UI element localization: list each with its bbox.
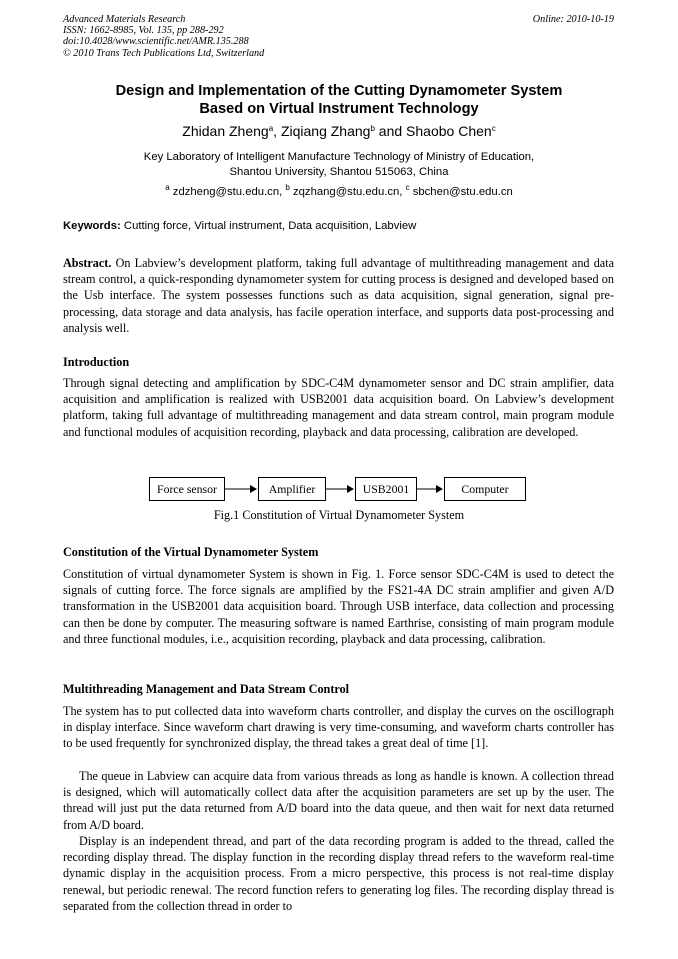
introduction-heading: Introduction [63, 355, 130, 369]
usb2001-block: USB2001 [355, 477, 417, 501]
arrow-icon [417, 483, 443, 495]
introduction-paragraph: Through signal detecting and amplification by SDC-C4M dynamometer sensor and DC strain amplifier, data acquisition and amplification is realized with USB2001 data acquisition board. On Labview’s development platform, taking full advantage of multithreading management and data stream control, main program module and functional modules of acquisition recording, playback and data processing, calibration are developed. [63, 376, 614, 439]
affiliation-line-2: Shantou University, Shantou 515063, China [229, 165, 449, 178]
email-list [63, 185, 615, 199]
email-address: sbchen@stu.edu.cn [409, 186, 513, 198]
multithreading-paragraph-1: The system has to put collected data into waveform charts controller, and display the curves on the oscillograph in display interface. Since waveform chart drawing is very time-consuming, and waveform charts controller has to be used frequently for synchronized display, the thread takes a great deal of time [1]. [63, 704, 614, 751]
constitution-paragraph: Constitution of virtual dynamometer System is shown in Fig. 1. Force sensor SDC-C4M is used to detect the signals of cutting force. The force signals are amplified by the FS21-4A DC strain amplifier and given A/D transformation in the USB2001 data acquisition board. Through USB interface, data collection and processing can then be done by computer. The measuring software is named Earthrise, consisting of main program module and three functional modules, i.e., acquisition recording, playback and data processing, calibration. [63, 567, 614, 646]
abstract-text: On Labview’s development platform, taking full advantage of multithreading management and data stream control, a quick-responding dynamometer system for cutting process is designed and developed based on the Usb interface. The system possesses functions such as data acquisition, signal generation, signal pre-processing, data storage and data analysis, has facile operation interface, and supports data post-processing and analysis well. [63, 256, 614, 335]
affiliation [63, 150, 615, 179]
journal-header [63, 14, 264, 59]
affiliation-line-1: Key Laboratory of Intelligent Manufacture Technology of Ministry of Education, [143, 151, 535, 163]
paper-title [63, 82, 615, 118]
keywords-text: Cutting force, Virtual instrument, Data acquisition, Labview [120, 220, 417, 232]
force-sensor-block: Force sensor [149, 477, 225, 501]
author-list [63, 122, 615, 140]
figure-1-caption: Fig.1 Constitution of Virtual Dynamometer System [213, 508, 465, 522]
online-date: Online: 2010-10-19 [532, 14, 614, 25]
email-mark: c [405, 183, 410, 192]
constitution-heading: Constitution of the Virtual Dynamometer System [63, 545, 319, 559]
author-name: Shaobo Chen [406, 123, 492, 139]
author-mark: a [268, 124, 274, 133]
arrow-icon [326, 483, 354, 495]
keywords-label: Keywords: [63, 220, 121, 232]
author-separator: , [273, 123, 281, 139]
figure-1-diagram [149, 477, 529, 503]
title-line-2: Based on Virtual Instrument Technology [199, 101, 479, 117]
keywords [63, 219, 615, 233]
multithreading-paragraph-3: Display is an independent thread, and part of the data recording program is added to the thread, called the recording display thread. The display function in the recording display thread refers to the waveform real-time dynamic display in the acquisition process. From a micro perspective, this process is not real-time display renewal, but periodic renewal. The record function refers to generating log files. The recording display thread is separated from the collection thread in order to [63, 834, 614, 913]
author-mark: b [370, 124, 375, 133]
title-line-1: Design and Implementation of the Cutting Dynamometer System [115, 83, 563, 99]
arrow-icon [225, 483, 257, 495]
multithreading-heading: Multithreading Management and Data Stream Control [63, 682, 350, 696]
author-mark: c [491, 124, 496, 133]
email-address: zdzheng@stu.edu.cn, [169, 186, 286, 198]
journal-name: Advanced Materials Research [63, 14, 186, 25]
email-mark: b [285, 183, 290, 192]
computer-block: Computer [444, 477, 526, 501]
author-separator: and [374, 123, 407, 139]
amplifier-block: Amplifier [258, 477, 326, 501]
author-name: Ziqiang Zhang [280, 123, 371, 139]
author-name: Zhidan Zheng [182, 123, 269, 139]
abstract-paragraph [63, 255, 614, 336]
copyright-line: © 2010 Trans Tech Publications Ltd, Switzerland [63, 47, 265, 59]
email-mark: a [165, 183, 170, 192]
email-address: zqzhang@stu.edu.cn, [289, 186, 406, 198]
multithreading-paragraph-2: The queue in Labview can acquire data from various threads as long as handle is known. A collection thread is designed, which will automatically collect data after the acquisition parameters are set up by the user. The thread will just put the data returned from A/D board into the data queue, and then wait for next data returned from A/D board. [63, 769, 614, 832]
issn-line: ISSN: 1662-8985, Vol. 135, pp 288-292 [63, 25, 224, 37]
doi-line: doi:10.4028/www.scientific.net/AMR.135.288 [63, 36, 249, 48]
abstract-label: Abstract. [63, 256, 112, 270]
